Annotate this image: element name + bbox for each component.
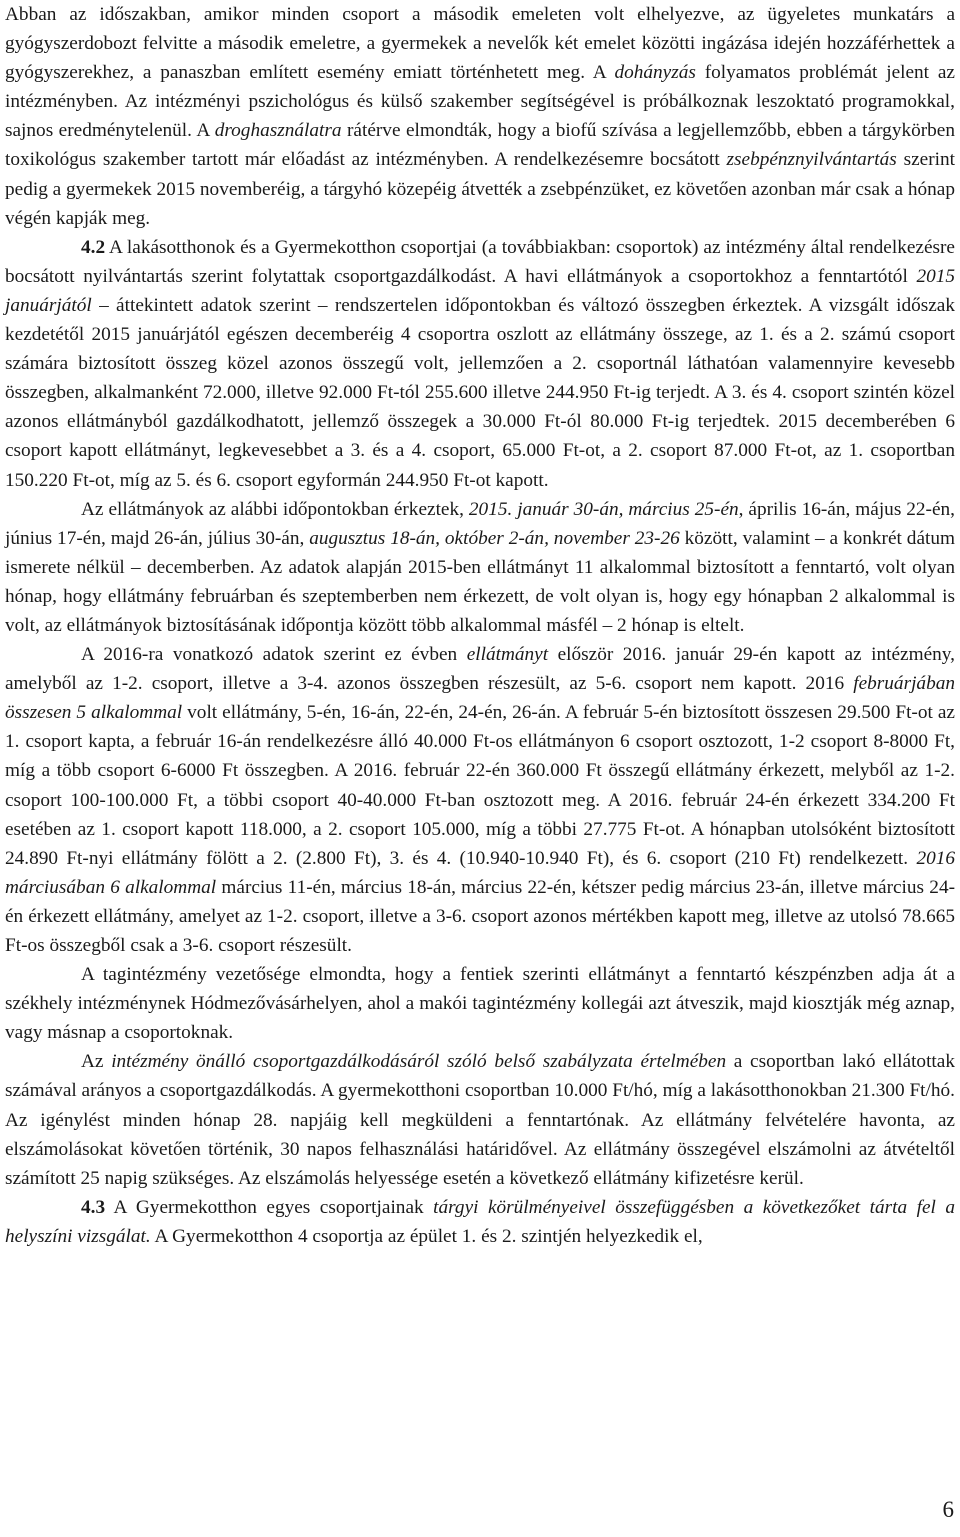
text-run: szerint pedig a gyermekek 2015 novemberéig, a tárgyhó közepéig átvették a zsebpénzüket, ez követően azonban már csak a hónap végén kapják meg.: [5, 149, 955, 229]
text-run: A lakásotthonok és a Gyermekotthon csoportjai (a továbbiakban: csoportok) az intézmény által rendelkezésre bocsátott nyilvántartás szerint folytattak csoportgazdálkodást. A havi ellátmányok a csoportokhoz a fenntartótól: [5, 236, 955, 287]
text-run: A Gyermekotthon 4 csoportja az épület 1. és 2. szintjén helyezkedik el,: [150, 1225, 703, 1247]
paragraph-1: [5, 0, 955, 233]
text-run: először 2016. január 29-én kapott az intézmény, amelyből az 1-2. csoport, illetve a 3-4. azonos összegben részesült, az 5-6. csoport nem kapott. 2016: [5, 644, 955, 695]
text-run: Az: [81, 1051, 112, 1073]
paragraph-5: [5, 960, 955, 1047]
paragraph-6: [5, 1047, 955, 1192]
italic-term: tárgyi körülményeivel összefüggésben a következőket tárta fel a helyszíni vizsgálat.: [5, 1196, 956, 1247]
paragraph-4: [5, 640, 955, 960]
page-number: 6: [942, 1497, 954, 1522]
italic-term-droghasznalat: droghasználatra: [214, 120, 342, 142]
italic-term: ellátmányt: [466, 644, 549, 666]
text-run: , április 16-án, május 22-én, június 17-én, majd 26-án, július 30-án,: [5, 498, 955, 549]
section-number: 4.2: [81, 236, 106, 258]
text-run: – áttekintett adatok szerint – rendszertelen időpontokban és változó összegben érkeztek. A vizsgált időszak kezdetétől 2015 januárjától egészen decemberéig 4 csoportra oszlott az ellátmány összege, az 1. és a 2. számú csoport számára biztosított összeg közel azonos összegű volt, jellemzően a 2. csoportnál láthatóan valamennyire kevesebb összegben, alkalmanként 72.000, illetve 92.000 Ft-tól 255.600 illetve 244.950 Ft-ig terjedt. A 3. és 4. csoport szintén közel azonos ellátmányból gazdálkodhatott, jellemző összegek a 30.000 Ft-ól 80.000 Ft-ig terjedtek. 2015 decemberében 6 csoport kapott ellátmányt, legkevesebbet a 3. és a 4. csoport, 65.000 Ft-ot, a 2. csoport 87.000 Ft-ot, az 1. csoportban 150.220 Ft-ot, míg az 5. és 6. csoport egyformán 244.950 Ft-ot kapott.: [5, 294, 955, 491]
italic-dates: augusztus 18-án, október 2-án, november 23-26: [309, 527, 680, 549]
paragraph-3: [5, 495, 955, 640]
italic-term: intézmény önálló csoportgazdálkodásáról szóló belső szabályzata értelmében: [111, 1051, 727, 1073]
text-run: Az ellátmányok az alábbi időpontokban érkeztek,: [81, 498, 469, 520]
text-run: a csoportban lakó ellátottak számával arányos a csoportgazdálkodás. A gyermekotthoni csoportban 10.000 Ft/hó, míg a lakásotthonokban 21.300 Ft/hó. Az igénylést minden hónap 28. napjáig kell megküldeni a fenntartónak. Az ellátmány felvételére havonta, az elszámolásokat követően történik, 30 napos felhasználási határidővel. Az ellátmány összegével elszámolni az átvételtől számított 25 napig szükséges. Az elszámolás helyessége esetén a következő ellátmány kifizetésre kerül.: [5, 1051, 955, 1189]
text-run: Abban az időszakban, amikor minden csoport a második emeleten volt elhelyezve, az ügyeletes munkatárs a gyógyszerdobozt felvitte a második emeletre, a gyermekek a nevelők két emelet közötti ingázása idején hozzáférhettek a gyógyszerekhez, a panaszban említett esemény emiatt történhetett meg. A: [5, 4, 955, 84]
document-page: [5, 0, 955, 1251]
italic-term: 2016 márciusában 6 alkalommal: [5, 847, 955, 898]
italic-dates: 2015. január 30-án, március 25-én: [468, 498, 739, 520]
text-run: között, valamint – a konkrét dátum ismerete nélkül – decemberben. Az adatok alapján 2015-ben ellátmányt 11 alkalommal biztosított a fenntartó, volt olyan hónap, hogy ellátmány februárban és szeptemberben nem érkezett, de volt olyan is, hogy egy hónapban 2 alkalommal is volt, az ellátmányok biztosításának időpontja között több alkalommal másfél – 2 hónap is eltelt.: [5, 527, 955, 636]
section-number: 4.3: [81, 1196, 106, 1218]
text-run: A Gyermekotthon egyes csoportjainak: [105, 1196, 434, 1218]
italic-term: februárjában összesen 5 alkalommal: [5, 673, 955, 724]
text-run: volt ellátmány, 5-én, 16-án, 22-én, 24-én, 26-án. A február 5-én biztosított összesen 29.500 Ft-ot az 1. csoport kapta, a február 16-án rendelkezésre álló 40.000 Ft-os ellátmányon 6 csoport osztozott, 1-2 csoport 8-8000 Ft, míg a több csoport 6-6000 Ft összegben. A 2016. február 22-én 360.000 Ft összegű ellátmány érkezett, melyből az 1-2. csoport 100-100.000 Ft, a többi csoport 40-40.000 Ft-ban osztozott meg. A 2016. február 24-én érkezett 334.200 Ft esetében az 1. csoport kapott 118.000, a 2. csoport 105.000, míg a többi 27.775 Ft-ot. A hónapban utolsóként biztosított 24.890 Ft-nyi ellátmány fölött a 2. (2.800 Ft), 3. és 4. (10.940-10.940 Ft), és 6. csoport (210 Ft) rendelkezett.: [5, 702, 955, 869]
italic-date: 2015 januárjától: [5, 265, 955, 316]
text-run: rátérve elmondták, hogy a biofű szívása a legjellemzőbb, ebben a tárgykörben toxikológus szakember tartott már előadást az intézményben. A rendelkezésemre bocsátott: [5, 120, 955, 171]
paragraph-section-4-2: [5, 233, 955, 495]
text-run: március 11-én, március 18-án, március 22-én, kétszer pedig március 23-án, illetve március 24-én érkezett ellátmány, amelyet az 1-2. csoport, illetve a 3-6. csoport azonos mértékben kapott meg, illetve az utolsó 78.665 Ft-os összegből csak a 3-6. csoport részesült.: [5, 876, 956, 956]
italic-term-dohanyzas: dohányzás: [614, 62, 696, 84]
text-run: folyamatos problémát jelent az intézményben. Az intézményi pszichológus és külső szakember segítségével is próbálkoznak leszoktató programokkal, sajnos eredménytelenül. A: [5, 62, 955, 142]
italic-term-zsebpenz: zsebpénznyilvántartás: [726, 149, 897, 171]
text-run: A tagintézmény vezetősége elmondta, hogy a fentiek szerinti ellátmányt a fenntartó készpénzben adja át a székhely intézménynek Hódmezővásárhelyen, ahol a makói tagintézmény kollegái azt átveszik, majd kiosztják még aznap, vagy másnap a csoportoknak.: [5, 964, 955, 1044]
text-run: A 2016-ra vonatkozó adatok szerint ez évben: [81, 644, 467, 666]
paragraph-section-4-3: [5, 1193, 955, 1251]
